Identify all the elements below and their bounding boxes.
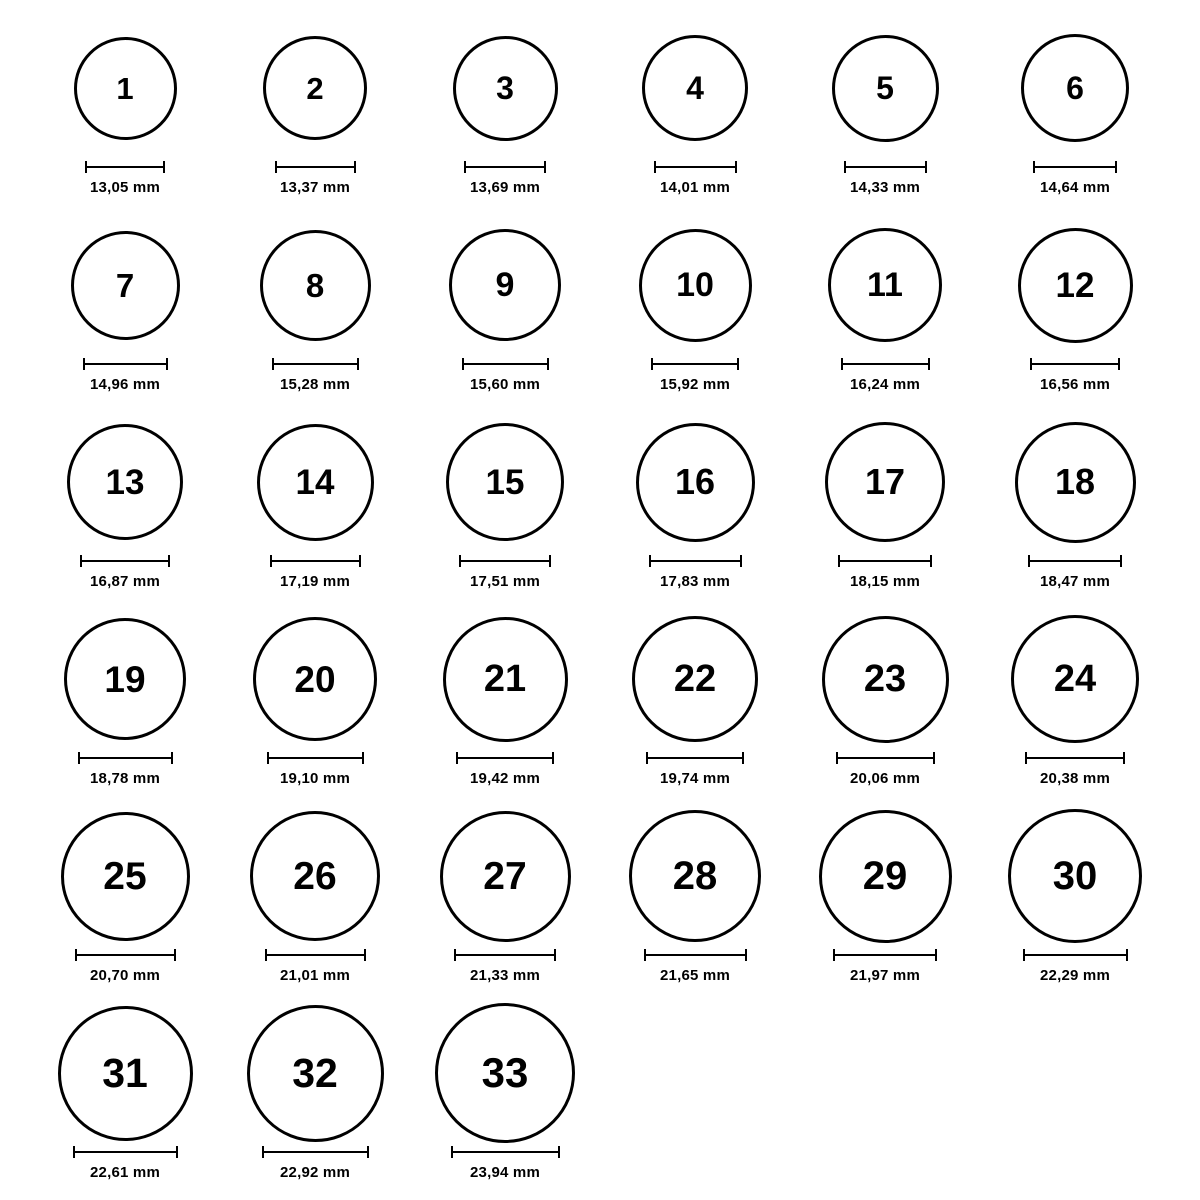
measure-end-cap-left — [456, 752, 458, 764]
ring-size-number: 14 — [295, 462, 335, 502]
measure-end-cap-left — [80, 555, 82, 567]
measure-end-cap-right — [549, 555, 551, 567]
ring-size-number: 13 — [105, 462, 145, 502]
measure-end-cap-left — [844, 161, 846, 173]
measure-end-cap-right — [174, 949, 176, 961]
ring-size-number: 28 — [672, 854, 718, 898]
ring-size-cell — [790, 412, 980, 609]
ring-circle-wrap — [440, 806, 571, 946]
diameter-label: 14,01 mm — [660, 179, 730, 196]
ring-circle — [1015, 422, 1136, 543]
ring-circle-wrap — [253, 609, 377, 749]
ring-size-cell — [980, 609, 1170, 806]
diameter-label: 15,92 mm — [660, 376, 730, 393]
ring-size-number: 9 — [495, 266, 515, 304]
ring-circle — [639, 229, 752, 342]
ring-size-cell — [790, 806, 980, 1003]
ring-circle-wrap — [71, 215, 180, 355]
ring-circle-wrap — [819, 806, 952, 946]
ring-size-number: 5 — [876, 70, 894, 106]
ring-size-cell — [220, 215, 410, 412]
measure-end-cap-right — [737, 358, 739, 370]
diameter-measure-bar — [838, 554, 932, 568]
diameter-label: 17,83 mm — [660, 573, 730, 590]
diameter-measure-bar — [272, 357, 359, 371]
ring-size-cell — [220, 18, 410, 215]
ring-circle — [74, 37, 177, 140]
measure-end-cap-right — [163, 161, 165, 173]
ring-circle-wrap — [1015, 412, 1136, 552]
ring-circle — [58, 1006, 193, 1141]
diameter-measure-bar — [646, 751, 744, 765]
diameter-measure-bar — [80, 554, 170, 568]
diameter-label: 22,92 mm — [280, 1164, 350, 1181]
ring-size-cell — [30, 609, 220, 806]
ring-circle-wrap — [636, 412, 755, 552]
ring-size-number: 3 — [496, 70, 514, 106]
measure-end-cap-right — [930, 555, 932, 567]
ring-circle-wrap — [822, 609, 949, 749]
diameter-measure-bar — [649, 554, 742, 568]
diameter-label: 20,06 mm — [850, 770, 920, 787]
ring-circle-wrap — [74, 18, 177, 158]
measure-end-cap-left — [841, 358, 843, 370]
ring-circle — [61, 812, 190, 941]
ring-size-number: 31 — [102, 1049, 148, 1096]
diameter-measure-bar — [451, 1145, 560, 1159]
diameter-measure-bar — [651, 357, 739, 371]
diameter-measure-bar — [262, 1145, 369, 1159]
measure-end-cap-left — [462, 358, 464, 370]
ring-circle — [449, 229, 561, 341]
ring-circle-wrap — [263, 18, 367, 158]
ring-size-number: 17 — [864, 461, 906, 502]
ring-circle — [632, 616, 758, 742]
measure-end-cap-left — [454, 949, 456, 961]
diameter-label: 13,37 mm — [280, 179, 350, 196]
ring-circle — [260, 230, 371, 341]
diameter-label: 22,61 mm — [90, 1164, 160, 1181]
measure-end-cap-right — [171, 752, 173, 764]
ring-circle — [642, 35, 748, 141]
ring-size-number: 32 — [292, 1049, 338, 1096]
measure-end-cap-right — [552, 752, 554, 764]
measure-end-cap-right — [935, 949, 937, 961]
measure-end-cap-left — [836, 752, 838, 764]
ring-size-cell — [410, 1003, 600, 1200]
measure-end-cap-right — [359, 555, 361, 567]
ring-size-cell — [410, 215, 600, 412]
diameter-label: 13,69 mm — [470, 179, 540, 196]
ring-circle-wrap — [449, 215, 561, 355]
ring-circle-wrap — [443, 609, 568, 749]
ring-size-number: 19 — [104, 658, 146, 700]
ring-size-cell — [410, 609, 600, 806]
measure-end-cap-left — [275, 161, 277, 173]
diameter-label: 22,29 mm — [1040, 967, 1110, 984]
diameter-measure-bar — [267, 751, 364, 765]
diameter-label: 19,10 mm — [280, 770, 350, 787]
ring-size-number: 30 — [1052, 854, 1098, 898]
ring-size-number: 16 — [674, 461, 716, 502]
diameter-label: 17,19 mm — [280, 573, 350, 590]
measure-end-cap-right — [357, 358, 359, 370]
diameter-measure-bar — [462, 357, 549, 371]
diameter-label: 16,24 mm — [850, 376, 920, 393]
diameter-label: 21,33 mm — [470, 967, 540, 984]
diameter-label: 23,94 mm — [470, 1164, 540, 1181]
diameter-measure-bar — [83, 357, 168, 371]
ring-size-cell — [980, 412, 1170, 609]
ring-circle-wrap — [639, 215, 752, 355]
ring-circle-wrap — [58, 1003, 193, 1143]
ring-size-cell — [410, 412, 600, 609]
ring-circle-wrap — [828, 215, 942, 355]
diameter-label: 21,01 mm — [280, 967, 350, 984]
diameter-measure-bar — [78, 751, 173, 765]
ring-size-number: 23 — [863, 658, 907, 700]
diameter-label: 14,96 mm — [90, 376, 160, 393]
ring-circle — [71, 231, 180, 340]
ring-circle-wrap — [642, 18, 748, 158]
ring-circle — [250, 811, 380, 941]
ring-size-number: 22 — [673, 658, 717, 700]
ring-size-grid — [30, 18, 1170, 1200]
diameter-measure-bar — [275, 160, 356, 174]
ring-size-number: 26 — [293, 854, 337, 898]
ring-circle — [636, 423, 755, 542]
measure-end-cap-right — [928, 358, 930, 370]
diameter-measure-bar — [85, 160, 165, 174]
measure-end-cap-left — [267, 752, 269, 764]
ring-circle-wrap — [247, 1003, 384, 1143]
ring-circle — [1011, 615, 1139, 743]
diameter-measure-bar — [270, 554, 361, 568]
diameter-label: 19,74 mm — [660, 770, 730, 787]
measure-end-cap-left — [265, 949, 267, 961]
diameter-label: 16,56 mm — [1040, 376, 1110, 393]
ring-size-cell — [30, 215, 220, 412]
diameter-measure-bar — [841, 357, 930, 371]
diameter-measure-bar — [75, 948, 176, 962]
diameter-measure-bar — [833, 948, 937, 962]
measure-end-cap-right — [166, 358, 168, 370]
measure-end-cap-left — [459, 555, 461, 567]
diameter-label: 14,33 mm — [850, 179, 920, 196]
measure-end-cap-right — [554, 949, 556, 961]
diameter-measure-bar — [265, 948, 366, 962]
ring-circle — [832, 35, 939, 142]
ring-circle — [825, 422, 945, 542]
ring-circle — [435, 1003, 575, 1143]
measure-end-cap-right — [933, 752, 935, 764]
ring-size-cell — [790, 609, 980, 806]
measure-end-cap-left — [651, 358, 653, 370]
measure-end-cap-right — [367, 1146, 369, 1158]
measure-end-cap-left — [78, 752, 80, 764]
ring-size-cell — [600, 806, 790, 1003]
measure-end-cap-left — [1023, 949, 1025, 961]
measure-end-cap-right — [362, 752, 364, 764]
ring-size-number: 7 — [115, 266, 135, 304]
ring-size-cell — [220, 412, 410, 609]
ring-size-number: 11 — [867, 266, 903, 304]
diameter-label: 14,64 mm — [1040, 179, 1110, 196]
ring-size-cell — [410, 806, 600, 1003]
ring-circle-wrap — [260, 215, 371, 355]
ring-circle — [819, 810, 952, 943]
measure-end-cap-right — [544, 161, 546, 173]
ring-circle — [263, 36, 367, 140]
diameter-label: 15,28 mm — [280, 376, 350, 393]
ring-size-cell — [30, 806, 220, 1003]
diameter-label: 18,15 mm — [850, 573, 920, 590]
ring-size-number: 2 — [306, 70, 324, 106]
ring-size-number: 12 — [1055, 265, 1095, 305]
ring-size-number: 24 — [1053, 658, 1097, 700]
measure-end-cap-right — [168, 555, 170, 567]
measure-end-cap-left — [654, 161, 656, 173]
ring-circle — [1018, 228, 1133, 343]
diameter-measure-bar — [836, 751, 935, 765]
measure-end-cap-left — [73, 1146, 75, 1158]
ring-size-number: 21 — [483, 658, 527, 700]
measure-end-cap-left — [833, 949, 835, 961]
ring-circle-wrap — [453, 18, 558, 158]
measure-end-cap-right — [740, 555, 742, 567]
ring-circle-wrap — [61, 806, 190, 946]
diameter-label: 20,38 mm — [1040, 770, 1110, 787]
ring-size-cell — [980, 18, 1170, 215]
measure-end-cap-left — [1028, 555, 1030, 567]
ring-circle — [443, 617, 568, 742]
ring-size-cell — [600, 609, 790, 806]
measure-end-cap-left — [85, 161, 87, 173]
ring-circle-wrap — [67, 412, 183, 552]
ring-size-cell — [600, 18, 790, 215]
ring-circle — [64, 618, 186, 740]
ring-size-cell — [600, 215, 790, 412]
ring-circle — [822, 616, 949, 743]
measure-end-cap-right — [1118, 358, 1120, 370]
ring-size-cell — [220, 609, 410, 806]
diameter-label: 21,97 mm — [850, 967, 920, 984]
measure-end-cap-right — [547, 358, 549, 370]
measure-end-cap-left — [1033, 161, 1035, 173]
diameter-label: 15,60 mm — [470, 376, 540, 393]
ring-size-number: 1 — [116, 70, 134, 106]
ring-size-cell — [30, 1003, 220, 1200]
ring-circle-wrap — [1011, 609, 1139, 749]
ring-size-number: 6 — [1066, 70, 1084, 106]
ring-circle-wrap — [1018, 215, 1133, 355]
ring-size-number: 8 — [305, 266, 325, 304]
ring-size-number: 27 — [483, 854, 527, 898]
ring-size-cell — [600, 412, 790, 609]
ring-circle-wrap — [64, 609, 186, 749]
ring-circle-wrap — [250, 806, 380, 946]
ring-circle — [1008, 809, 1142, 943]
measure-end-cap-left — [270, 555, 272, 567]
ring-circle — [253, 617, 377, 741]
ring-size-cell — [790, 215, 980, 412]
diameter-label: 13,05 mm — [90, 179, 160, 196]
ring-circle — [629, 810, 761, 942]
measure-end-cap-right — [364, 949, 366, 961]
measure-end-cap-left — [1030, 358, 1032, 370]
diameter-measure-bar — [644, 948, 747, 962]
diameter-measure-bar — [844, 160, 927, 174]
measure-end-cap-right — [558, 1146, 560, 1158]
ring-size-cell — [980, 806, 1170, 1003]
measure-end-cap-right — [176, 1146, 178, 1158]
ring-circle — [453, 36, 558, 141]
diameter-label: 18,78 mm — [90, 770, 160, 787]
measure-end-cap-left — [838, 555, 840, 567]
ring-circle-wrap — [435, 1003, 575, 1143]
ring-size-number: 10 — [676, 266, 714, 304]
diameter-measure-bar — [1025, 751, 1125, 765]
diameter-label: 16,87 mm — [90, 573, 160, 590]
ring-circle — [446, 423, 564, 541]
ring-circle-wrap — [632, 609, 758, 749]
diameter-measure-bar — [1028, 554, 1122, 568]
measure-end-cap-left — [464, 161, 466, 173]
diameter-measure-bar — [654, 160, 737, 174]
diameter-label: 18,47 mm — [1040, 573, 1110, 590]
measure-end-cap-left — [646, 752, 648, 764]
measure-end-cap-right — [354, 161, 356, 173]
measure-end-cap-left — [75, 949, 77, 961]
ring-size-number: 15 — [485, 462, 525, 502]
ring-size-cell — [980, 215, 1170, 412]
diameter-label: 20,70 mm — [90, 967, 160, 984]
ring-size-number: 18 — [1054, 461, 1096, 502]
ring-size-cell — [220, 806, 410, 1003]
ring-circle — [257, 424, 374, 541]
measure-end-cap-right — [925, 161, 927, 173]
diameter-measure-bar — [456, 751, 554, 765]
diameter-label: 19,42 mm — [470, 770, 540, 787]
diameter-measure-bar — [1033, 160, 1117, 174]
ring-circle-wrap — [257, 412, 374, 552]
ring-size-number: 33 — [481, 1049, 529, 1096]
ring-size-number: 29 — [862, 854, 908, 898]
ring-circle-wrap — [629, 806, 761, 946]
ring-circle — [828, 228, 942, 342]
ring-size-cell — [410, 18, 600, 215]
diameter-measure-bar — [464, 160, 546, 174]
ring-circle-wrap — [1021, 18, 1129, 158]
ring-circle — [67, 424, 183, 540]
diameter-measure-bar — [1023, 948, 1128, 962]
ring-circle — [1021, 34, 1129, 142]
measure-end-cap-right — [735, 161, 737, 173]
ring-circle-wrap — [832, 18, 939, 158]
ring-size-cell — [790, 18, 980, 215]
diameter-label: 17,51 mm — [470, 573, 540, 590]
measure-end-cap-right — [1115, 161, 1117, 173]
measure-end-cap-left — [451, 1146, 453, 1158]
ring-size-number: 20 — [294, 658, 336, 700]
ring-size-cell — [220, 1003, 410, 1200]
diameter-measure-bar — [1030, 357, 1120, 371]
measure-end-cap-right — [1123, 752, 1125, 764]
measure-end-cap-left — [1025, 752, 1027, 764]
measure-end-cap-left — [83, 358, 85, 370]
ring-circle-wrap — [446, 412, 564, 552]
measure-end-cap-left — [644, 949, 646, 961]
diameter-measure-bar — [459, 554, 551, 568]
measure-end-cap-right — [742, 752, 744, 764]
ring-size-cell — [30, 18, 220, 215]
ring-circle-wrap — [825, 412, 945, 552]
diameter-measure-bar — [73, 1145, 178, 1159]
ring-circle-wrap — [1008, 806, 1142, 946]
measure-end-cap-left — [262, 1146, 264, 1158]
measure-end-cap-right — [1126, 949, 1128, 961]
measure-end-cap-right — [1120, 555, 1122, 567]
diameter-label: 21,65 mm — [660, 967, 730, 984]
measure-end-cap-right — [745, 949, 747, 961]
measure-end-cap-left — [272, 358, 274, 370]
ring-circle — [440, 811, 571, 942]
measure-end-cap-left — [649, 555, 651, 567]
ring-circle — [247, 1005, 384, 1142]
ring-size-number: 4 — [686, 70, 704, 106]
diameter-measure-bar — [454, 948, 556, 962]
ring-size-cell — [30, 412, 220, 609]
ring-size-number: 25 — [103, 854, 147, 898]
